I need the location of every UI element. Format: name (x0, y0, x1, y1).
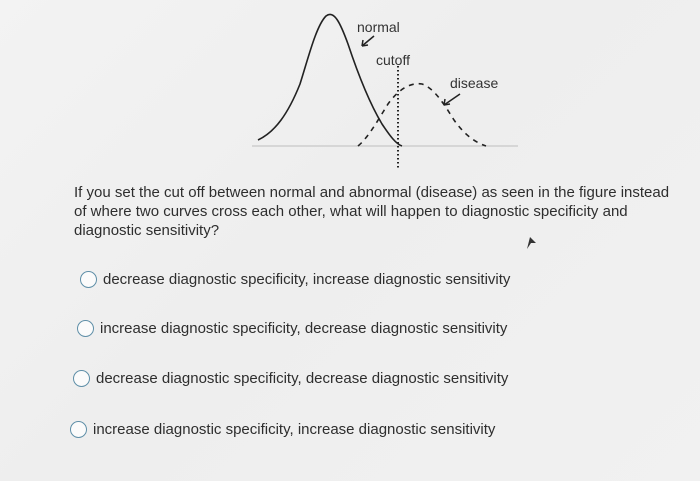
radio-button-1[interactable] (80, 271, 97, 288)
label-normal: normal (357, 19, 400, 35)
distribution-figure (250, 4, 520, 174)
answer-option-4[interactable] (70, 421, 495, 438)
label-cutoff: cutoff (376, 52, 410, 68)
answer-option-label-4: increase diagnostic specificity, increase diagnostic sensitivity (93, 421, 496, 438)
radio-button-3[interactable] (73, 370, 90, 387)
answer-option-label-2: increase diagnostic specificity, decrease diagnostic sensitivity (100, 320, 508, 337)
radio-button-2[interactable] (77, 320, 94, 337)
radio-button-4[interactable] (70, 421, 87, 438)
question-text: If you set the cut off between normal and abnormal (disease) as seen in the figure instead of where two curves cross each other, what will happen to diagnostic specificity and diagnostic sensitivity? (74, 184, 670, 239)
label-disease: disease (450, 75, 499, 91)
answer-option-label-3: decrease diagnostic specificity, decrease diagnostic sensitivity (96, 370, 509, 387)
answer-option-2[interactable] (77, 320, 507, 337)
mouse-cursor-icon (524, 235, 538, 251)
answer-option-3[interactable] (73, 370, 508, 387)
disease-arrow (444, 94, 460, 105)
normal-arrow (362, 36, 374, 46)
answer-option-label-1: decrease diagnostic specificity, increase diagnostic sensitivity (103, 271, 511, 288)
distribution-figure-svg (250, 4, 520, 174)
answer-option-1[interactable] (80, 271, 510, 288)
